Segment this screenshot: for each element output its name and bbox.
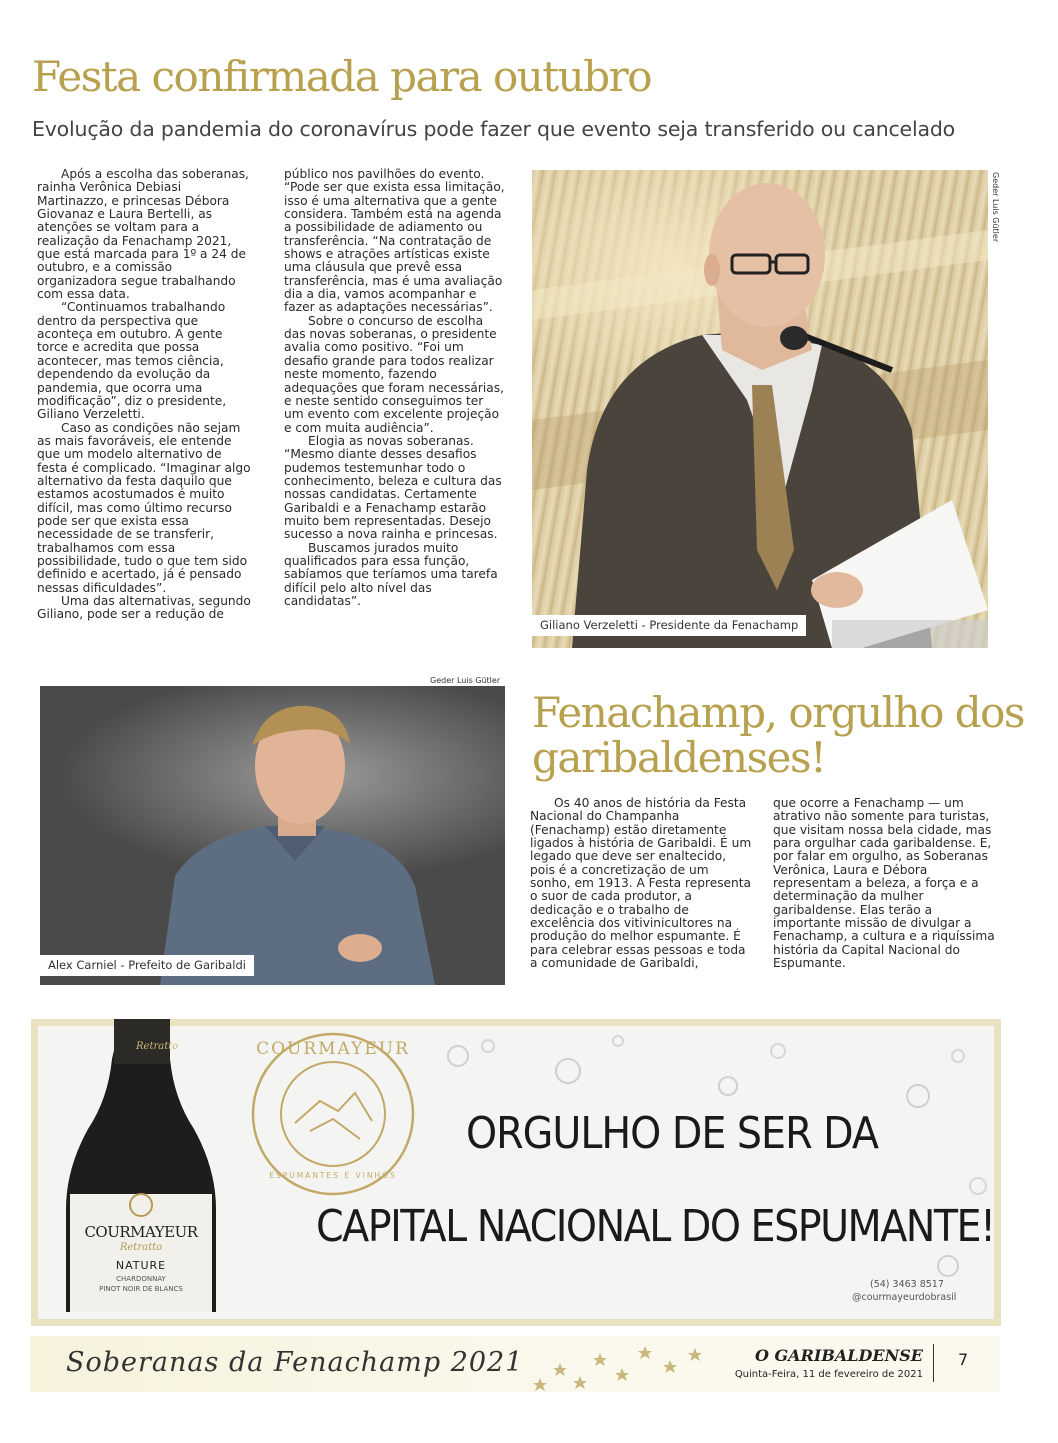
photo-credit: Geder Luis Gütler: [430, 676, 501, 685]
article-column-1: [530, 797, 752, 970]
paragraph: “Continuamos trabalhando dentro da perspectiva que aconteça em outubro. A gente torce e acredita que possa acontecer, mas temos ciência, dependendo da evolução da pandemia, que ocorra uma modificação”, diz o presidente, Giliano Verzeletti.: [37, 300, 227, 422]
article-headline: [532, 690, 1024, 780]
logo-bottom-text: ESPUMANTES E VINHOS: [269, 1171, 397, 1180]
advertisement-banner: [31, 1019, 1001, 1326]
bottle-small-text: CHARDONNAY: [116, 1275, 166, 1283]
article-headline: Festa confirmada para outubro: [32, 52, 651, 101]
paragraph: Buscamos jurados muito qualificados para essa função, sabíamos que teríamos uma tarefa difícil pelo alto nível das candidatas”.: [284, 540, 498, 608]
ad-headline-line-1: ORGULHO DE SER DA: [466, 1108, 878, 1159]
paragraph: Após a escolha das soberanas, rainha Verônica Debiasi Martinazzo, e princesas Débora Giovanaz e Laura Bertelli, as atenções se voltam para a realização da Fenachamp 2021, que está marcada para 1º a 24 de outubro, e a comissão organizadora segue trabalhando com essa data.: [37, 167, 249, 302]
courmayeur-logo: [250, 1031, 416, 1197]
mayor-illustration: [40, 686, 505, 985]
bottle-script: Retratto: [119, 1242, 163, 1253]
newspaper-name: O GARIBALDENSE: [755, 1346, 923, 1365]
ad-phone: (54) 3463 8517: [870, 1279, 944, 1290]
bubbles-decoration: [418, 1026, 994, 1306]
section-title: Soberanas da Fenachamp 2021: [66, 1347, 524, 1378]
headline-line: garibaldenses!: [532, 733, 826, 782]
bottle-small-text: PINOT NOIR DE BLANCS: [99, 1285, 183, 1293]
bottle-neck-label: Retratto: [136, 1041, 179, 1052]
paragraph: que ocorre a Fenachamp — um atrativo não somente para turistas, que visitam nossa bela cidade, mas para orgulhar cada garibaldense. E, por falar em orgulho, as Soberanas Verônica, Laura e Débora representam a beleza, a força e a determinação da mulher garibaldense. Elas terão a importante missão de divulgar a Fenachamp, a cultura e a riquíssima história da Capital Nacional do Espumante.: [773, 796, 995, 971]
photo-caption: Alex Carniel - Prefeito de Garibaldi: [40, 955, 254, 976]
paragraph: Os 40 anos de história da Festa Nacional do Champanha (Fenachamp) estão diretamente ligados à história de Garibaldi. É um legado que deve ser enaltecido, pois é a concretização de um sonho, em 1913. A Festa representa o suor de cada produtor, a dedicação e o trabalho de excelência dos vitivinicultores na produção do melhor espumante. É para celebrar essas pessoas e toda a comunidade de Garibaldi,: [530, 796, 752, 971]
paragraph: Elogia as novas soberanas. “Mesmo diante desses desafios pudemos testemunhar todo o conhecimento, beleza e cultura das nossas candidatas. Certamente Garibaldi e a Fenachamp estarão muito bem representadas. Desejo sucesso a nova rainha e princesas.: [284, 433, 502, 542]
photo-caption: Giliano Verzeletti - Presidente da Fenachamp: [532, 615, 806, 636]
bottle-brand: COURMAYEUR: [84, 1223, 198, 1241]
publication-date: Quinta-Feira, 11 de fevereiro de 2021: [734, 1369, 923, 1380]
page-number: 7: [958, 1350, 969, 1369]
paragraph: Caso as condições não sejam as mais favoráveis, ele entende que um modelo alternativo de festa é complicado. “Imaginar algo alternativo da festa daquilo que estamos acostumados é muito difícil, mas como último recurso pode ser que exista essa necessidade de se transferir, trabalhamos com essa possibilidade, tudo o que tem sido definido e acertado, já é pensado nessas dificuldades”.: [37, 420, 251, 595]
ad-social-handle: @courmayeurdobrasil: [852, 1292, 957, 1303]
stars-decoration: [530, 1338, 710, 1392]
article-column-1: [37, 168, 255, 622]
photo-credit-vertical: [986, 172, 1000, 302]
bottle-type: NATURE: [115, 1259, 167, 1272]
ad-headline-line-2: CAPITAL NACIONAL DO ESPUMANTE!: [316, 1201, 995, 1252]
paragraph: Uma das alternativas, segundo Giliano, pode ser a redução de: [37, 594, 251, 622]
article-subheadline: Evolução da pandemia do coronavírus pode fazer que evento seja transferido ou cancelado: [32, 117, 955, 141]
mayor-photo: [40, 686, 505, 985]
page-footer: [30, 1336, 1000, 1392]
paragraph: público nos pavilhões do evento. “Pode ser que exista essa limitação, isso é uma alternativa que a gente considera. Também está na agenda a possibilidade de adiamento ou transferência. “Na contratação de shows e atrações artísticas existe uma cláusula que prevê essa transferência, mas é uma avaliação dia a dia, vamos acompanhar e fazer as adaptações necessárias”.: [284, 167, 505, 315]
logo-top-text: COURMAYEUR: [256, 1039, 410, 1059]
sparkling-wine-bottle: [66, 1019, 216, 1312]
headline-line: Fenachamp, orgulho dos: [532, 688, 1024, 737]
paragraph: Sobre o concurso de escolha das novas soberanas, o presidente avalia como positivo. “Foi um desafio grande para todos realizar neste momento, fazendo adequações que foram necessárias, e neste sentido conseguimos ter um evento com excelente projeção e com muita audiência”.: [284, 313, 504, 435]
president-photo: [532, 170, 988, 648]
article-column-2: [284, 168, 506, 608]
speaker-illustration: [532, 170, 988, 648]
article-column-2: [773, 797, 995, 970]
photo-credit: Geder Luis Gütler: [991, 172, 1000, 243]
footer-divider: [933, 1344, 934, 1382]
